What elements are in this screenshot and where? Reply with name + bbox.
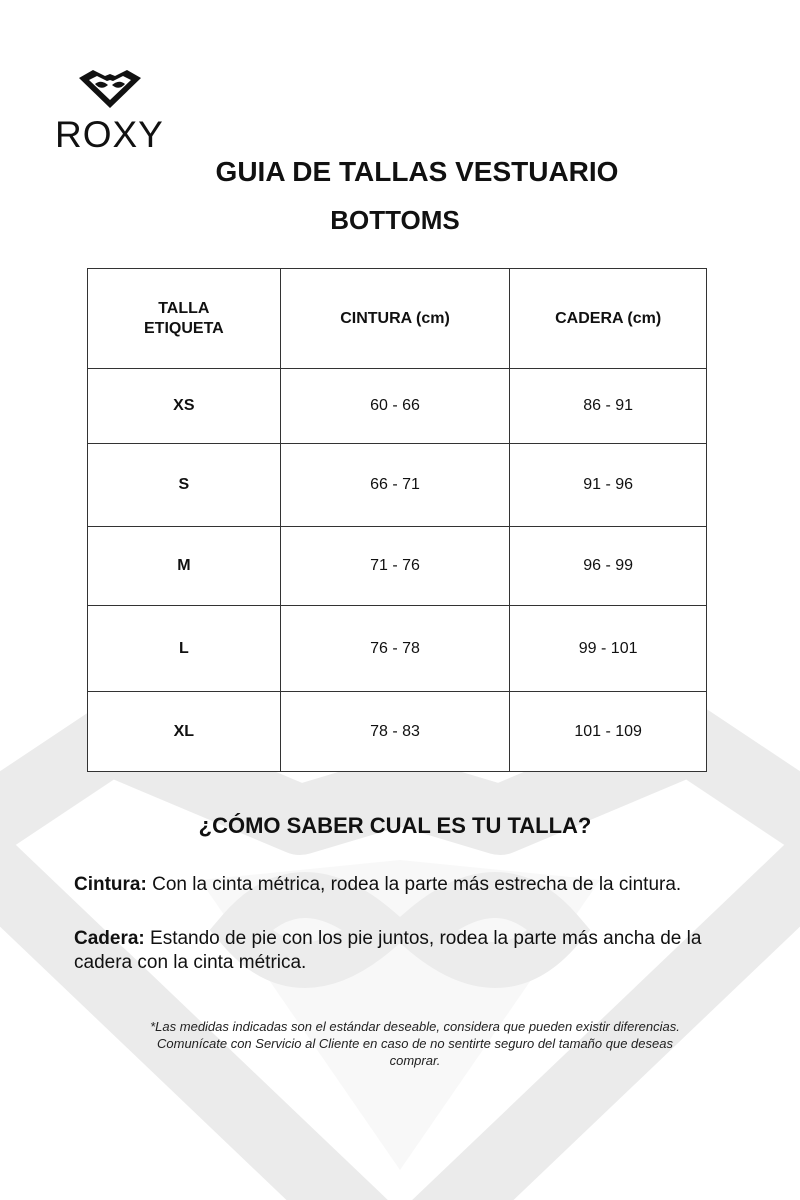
roxy-heart-icon bbox=[77, 68, 143, 110]
cintura-cell: 66 - 71 bbox=[280, 444, 510, 527]
cintura-instruction bbox=[74, 873, 754, 897]
cadera-instruction bbox=[74, 927, 754, 975]
header-cintura: CINTURA (cm) bbox=[280, 269, 510, 369]
size-cell: S bbox=[88, 444, 281, 527]
disclaimer-note: *Las medidas indicadas son el estándar deseable, considera que pueden existir diferencias. Comunícate con Servicio al Cliente en caso de no sentirte seguro del tamaño que deseas comprar. bbox=[150, 1019, 680, 1068]
cintura-text: Con la cinta métrica, rodea la parte más estrecha de la cintura. bbox=[146, 874, 682, 895]
cintura-cell: 76 - 78 bbox=[280, 606, 510, 692]
size-cell: XL bbox=[88, 692, 281, 772]
cadera-cell: 91 - 96 bbox=[510, 444, 707, 527]
cadera-cell: 101 - 109 bbox=[510, 692, 707, 772]
size-cell: L bbox=[88, 606, 281, 692]
cintura-cell: 71 - 76 bbox=[280, 527, 510, 606]
cadera-cell: 99 - 101 bbox=[510, 606, 707, 692]
cadera-cell: 96 - 99 bbox=[510, 527, 707, 606]
brand-name: ROXY bbox=[55, 114, 164, 155]
table-row bbox=[88, 444, 707, 527]
size-cell: M bbox=[88, 527, 281, 606]
table-row bbox=[88, 606, 707, 692]
table-header-row bbox=[88, 269, 707, 369]
cadera-text: Estando de pie con los pie juntos, rodea la parte más ancha de la cadera con la cinta métrica. bbox=[74, 928, 702, 973]
header-cadera: CADERA (cm) bbox=[510, 269, 707, 369]
table-row bbox=[88, 692, 707, 772]
header-talla-etiqueta: TALLA ETIQUETA bbox=[88, 269, 281, 369]
page-subtitle: BOTTOMS bbox=[330, 205, 460, 235]
cadera-label: Cadera: bbox=[74, 928, 145, 949]
cadera-cell: 86 - 91 bbox=[510, 369, 707, 444]
roxy-logo bbox=[55, 68, 173, 153]
howto-title: ¿CÓMO SABER CUAL ES TU TALLA? bbox=[198, 813, 592, 838]
cintura-label: Cintura: bbox=[74, 874, 147, 895]
table-row bbox=[88, 527, 707, 606]
size-table bbox=[87, 268, 707, 772]
cintura-cell: 60 - 66 bbox=[280, 369, 510, 444]
size-cell: XS bbox=[88, 369, 281, 444]
cintura-cell: 78 - 83 bbox=[280, 692, 510, 772]
page-title: GUIA DE TALLAS VESTUARIO bbox=[215, 156, 619, 187]
table-row bbox=[88, 369, 707, 444]
